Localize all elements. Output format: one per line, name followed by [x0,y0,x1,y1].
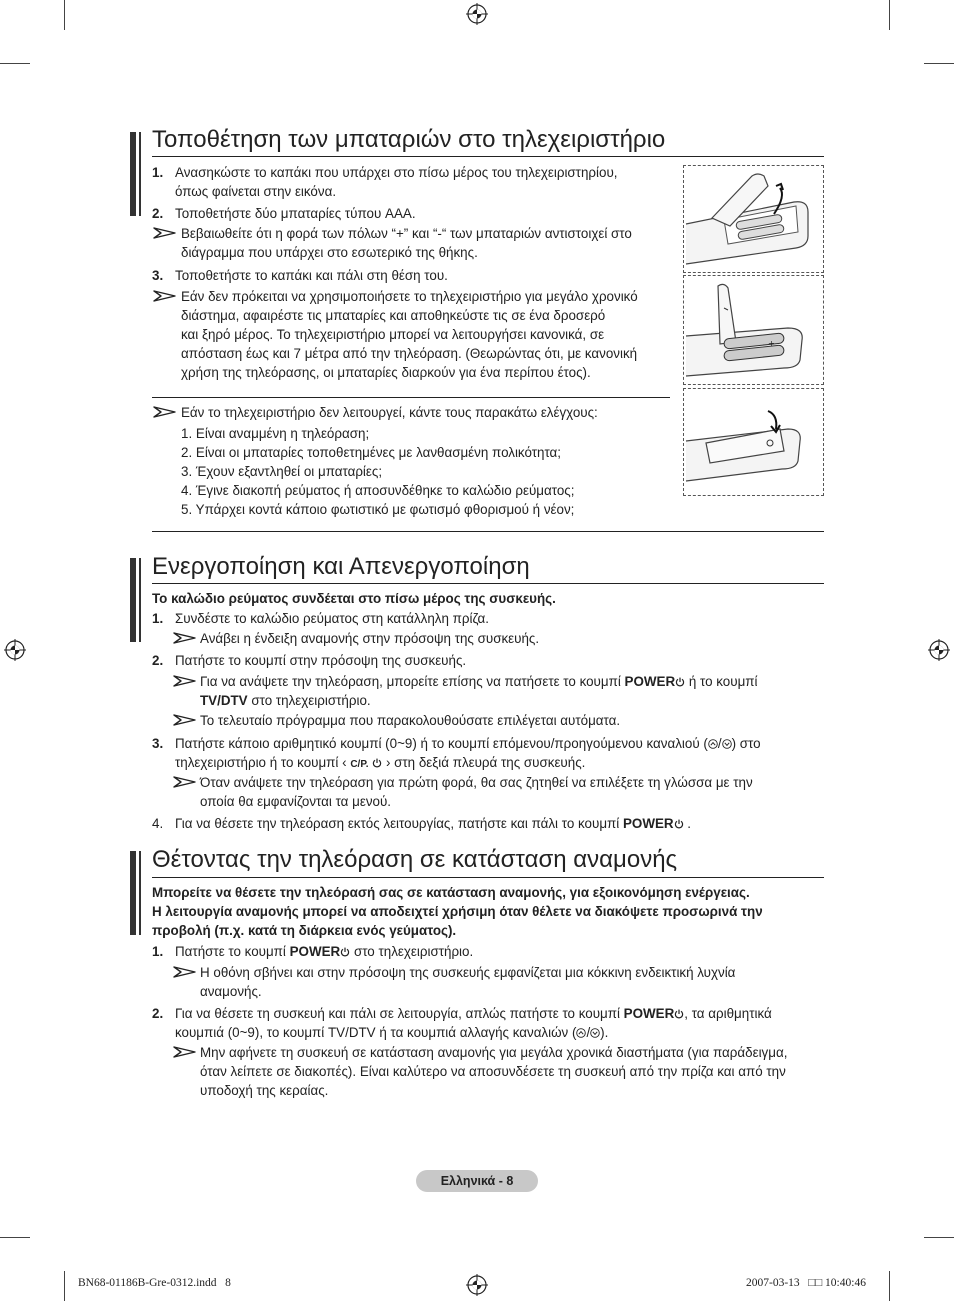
power-button-label: POWER [622,816,674,831]
heading-rule [152,583,824,584]
step-text: Πατήστε κάποιο αριθμητικό κουμπί (0~9) ή το κουμπί επόμενου/προηγούμενου καναλιού ( / ) στο [175,736,761,751]
note-arrow-icon [153,227,177,239]
step-text: Ανασηκώστε το καπάκι που υπάρχει στο πίσω μέρος του τηλεχειριστηρίου, [175,165,618,180]
registration-mark-icon [466,3,488,25]
note-text-part: Για να ανάψετε την τηλεόραση, μπορείτε επίσης να πατήσετε το κουμπί [200,674,625,689]
channel-up-icon [576,1028,586,1038]
step-number: 1. [152,165,164,180]
registration-mark-icon [466,1274,488,1296]
note-text [200,672,758,691]
step-text [175,753,585,774]
remote-illustration-open-cover [683,165,824,273]
power-button-label: POWER [289,944,341,959]
note-arrow-icon [153,290,177,302]
note-arrow-icon [173,966,197,978]
step-text: Πατήστε το κουμπί στην πρόσοψη της συσκευής. [175,653,467,668]
note-text: Ανάβει η ένδειξη αναμονής στην πρόσοψη της συσκευής. [200,631,540,646]
chevron-right-icon: › [382,755,391,770]
note-text: υποδοχή της κεραίας. [200,1083,329,1098]
step-text-part: ). [600,1025,609,1040]
note-arrow-icon [173,675,197,687]
note-arrow-icon [153,406,177,418]
step-text-part: Πατήστε κάποιο αριθμητικό κουμπί (0~9) ή το κουμπί επόμενου/προηγούμενου καναλιού ( [175,736,708,751]
note-text: όταν λείπετε σε διακοπές). Είναι καλύτερο να αποσυνδέσετε τη συσκευή από την πρίζα και από την [200,1064,786,1079]
channel-up-icon [708,739,718,749]
check-item: 2. Είναι οι μπαταρίες τοποθετημένες με λανθασμένη πολικότητα; [181,445,562,460]
crop-mark [889,0,890,30]
note-text: χρήση της τηλεόρασης, οι μπαταρίες διαρκούν για ένα περίπου έτος). [181,365,591,380]
step-number: 4. [152,816,164,831]
page-number-badge: Ελληνικά - 8 [416,1170,538,1192]
heading-bar [139,132,141,216]
step-text-part: ) στο [731,736,761,751]
remote-illustration-close-cover [683,388,824,496]
note-text: Η οθόνη σβήνει και στην πρόσοψη της συσκευής εμφανίζεται μια κόκκινη ενδεικτική λυχνία [200,965,736,980]
heading-bar [130,558,136,642]
step-text [175,942,473,961]
note-arrow-icon [173,632,197,644]
step-text: Συνδέστε το καλώδιο ρεύματος στη κατάλληλη πρίζα. [175,611,489,626]
section-title-batteries: Τοποθέτηση των μπαταριών στο τηλεχειριστήριο [152,126,666,153]
step-text-part: στο τηλεχειριστήριο. [350,944,474,959]
step-number: 3. [152,268,164,283]
crop-mark [64,1271,65,1301]
power-icon [372,758,382,768]
remote-illustration-batteries [683,275,824,385]
check-item: 4. Έγινε διακοπή ρεύματος ή αποσυνδέθηκε το καλώδιο ρεύματος; [181,483,575,498]
note-text: Το τελευταίο πρόγραμμα που παρακολουθούσατε επιλέγεται αυτόματα. [200,713,621,728]
crop-mark [889,1271,890,1301]
power-icon [675,677,685,687]
step-text-part: κουμπιά (0~9), το κουμπί TV/DTV ή τα κουμπιά αλλαγής καναλιών ( [175,1025,577,1040]
section-title-standby: Θέτοντας την τηλεόραση σε κατάσταση αναμονής [152,846,678,873]
step-text: Τοποθετήστε δύο μπαταρίες τύπου AAA. [175,206,416,221]
registration-mark-icon [4,639,26,661]
tv-dtv-button-label: TV/DTV [200,693,248,708]
step-number: 2. [152,206,164,221]
step-number: 3. [152,736,164,751]
note-text: Εάν δεν πρόκειται να χρησιμοποιήσετε το τηλεχειριστήριο για μεγάλο χρονικό [181,289,638,304]
divider [152,397,670,398]
step-text-part: Για να θέσετε τη συσκευή και πάλι σε λειτουργία, απλώς πατήστε το κουμπί [175,1006,624,1021]
note-text: Όταν ανάψετε την τηλεόραση για πρώτη φορά, θα σας ζητηθεί να επιλέξετε τη γλώσσα με την [200,775,753,790]
power-button-label: POWER [623,1006,675,1021]
crop-mark [924,63,954,64]
step-number: 2. [152,653,164,668]
divider [152,531,824,532]
step-text-part: Για να θέσετε την τηλεόραση εκτός λειτουργίας, πατήστε και πάλι το κουμπί [175,816,623,831]
step-text-part: στη δεξιά πλευρά της συσκευής. [390,755,586,770]
step-text-part: τηλεχειριστήριο ή το κουμπί [175,755,343,770]
check-item: 3. Έχουν εξαντληθεί οι μπαταρίες; [181,464,383,479]
power-icon [340,947,350,957]
print-date-info: 2007-03-13 □□ 10:40:46 [746,1277,866,1289]
step-text-part: . [687,816,692,831]
heading-rule [152,877,824,878]
step-text: Τοποθετήστε το καπάκι και πάλι στη θέση του. [175,268,448,283]
power-icon [674,819,684,829]
note-text: αναμονής. [200,984,262,999]
heading-bar [139,558,141,642]
intro-text: Η λειτουργία αναμονής μπορεί να αποδειχτεί χρήσιμη όταν θέλετε να διακόψετε προσωρινά την [152,904,763,919]
note-text: διάγραμμα που υπάρχει στο εσωτερικό της θήκης. [181,245,478,260]
step-text: κουμπιά (0~9), το κουμπί TV/DTV ή τα κουμπιά αλλαγής καναλιών ( / ). [175,1025,609,1040]
note-text: απόσταση έως και 7 μέτρα από την τηλεόραση. (Θεωρώντας ότι, με κανονική [181,346,638,361]
step-number: 1. [152,611,164,626]
check-item: 1. Είναι αναμμένη η τηλεόραση; [181,426,370,441]
intro-text: Μπορείτε να θέσετε την τηλεόρασή σας σε κατάσταση αναμονής, για εξοικονόμηση ενέργειας. [152,885,750,900]
intro-text: προβολή (π.χ. κατά τη διάρκεια ενός γεύματος). [152,923,457,938]
heading-rule [152,156,824,157]
note-text-part: στο τηλεχειριστήριο. [247,693,371,708]
note-text: Βεβαιωθείτε ότι η φορά των πόλων “+” και “-“ των μπαταριών αντιστοιχεί στο [181,226,632,241]
print-file-info: BN68-01186B-Gre-0312.indd 8 [78,1277,231,1289]
channel-down-icon [590,1028,600,1038]
registration-mark-icon [928,639,950,661]
crop-mark [924,1237,954,1238]
step-number: 1. [152,944,164,959]
channel-down-icon [722,739,732,749]
step-text-part: Πατήστε το κουμπί [175,944,290,959]
chevron-left-icon: ‹ [342,755,351,770]
step-text [175,814,691,833]
step-text-part: , τα αριθμητικά [684,1006,772,1021]
heading-bar [130,851,136,935]
note-arrow-icon [173,714,197,726]
note-text-part: ή το κουμπί [685,674,758,689]
note-text: οποία θα εμφανίζονται τα μενού. [200,794,391,809]
note-arrow-icon [173,776,197,788]
note-text: Μην αφήνετε τη συσκευή σε κατάσταση αναμονής για μεγάλα χρονικά διαστήματα (για παράδειγμα, [200,1045,788,1060]
svg-text:+: + [768,339,775,348]
heading-bar [130,132,136,216]
power-icon [674,1009,684,1019]
note-text: και ξηρό μέρος. Το τηλεχειριστήριο μπορεί να λειτουργήσει κανονικά, σε [181,327,605,342]
crop-mark [64,0,65,30]
heading-bar [139,851,141,935]
note-text: Εάν το τηλεχειριστήριο δεν λειτουργεί, κάντε τους παρακάτω ελέγχους: [181,405,598,420]
note-arrow-icon [173,1046,197,1058]
note-text: διάστημα, αφαιρέστε τις μπαταρίες και αποθηκεύστε τις σε ένα δροσερό [181,308,606,323]
step-text: όπως φαίνεται στην εικόνα. [175,184,337,199]
step-text [175,1004,772,1023]
crop-mark [0,1237,30,1238]
cp-button-label: C/P. [350,759,369,770]
note-text [200,691,371,710]
step-number: 2. [152,1006,164,1021]
section-title-power: Ενεργοποίηση και Απενεργοποίηση [152,553,530,580]
power-button-label: POWER [624,674,676,689]
check-item: 5. Υπάρχει κοντά κάποιο φωτιστικό με φωτισμό φθορισμού ή νέον; [181,502,575,517]
intro-text: Το καλώδιο ρεύματος συνδέεται στο πίσω μέρος της συσκευής. [152,591,556,606]
crop-mark [0,63,30,64]
